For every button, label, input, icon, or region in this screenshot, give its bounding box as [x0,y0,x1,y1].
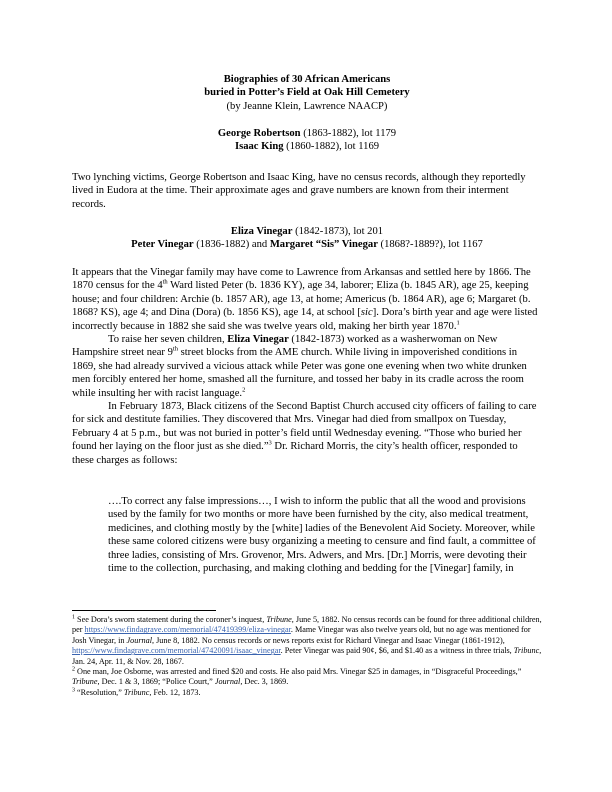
document-title-line1: Biographies of 30 African Americans [223,74,391,85]
findagrave-link-isaac[interactable]: https://www.findagrave.com/memorial/47420091/isaac_vinegar [72,646,281,656]
footnote-1: $^1$ See Dora’s sworn statement during the coroner’s inquest, Tribune, June 5, 1882. No census records can be found for three additional children, per https://www.findagrave.com/memorial/47419399/eliza-vinegar. Mame Vinegar was also twelve years old, but no age was mentioned for Josh Vinegar, in Journal, June 8, 1882. No census records or news reports exist for Richard Vinegar and Isaac Vinegar (1861-1912), https://www.findagrave.com/memorial/47420091/isaac_vinegar. Peter Vinegar was paid 90¢, $6, and $1.40 as a witness in three trials, Tribunc, Jan. 24, Apr. 11, & Nov. 28, 1867. [72,614,542,666]
findagrave-link-eliza[interactable]: https://www.findagrave.com/memorial/47419399/eliza-vinegar [84,625,291,635]
footnote-ref-2[interactable]: 2 [242,386,246,394]
document-title-line2: buried in Potter’s Field at Oak Hill Cemetery [204,87,410,99]
footnote-3: $^3$ “Resolution,” Tribunc, Feb. 12, 1873. [72,687,201,697]
document-byline: (by Jeanne Klein, Lawrence NAACP) [226,100,388,112]
footnote-2: $^2$ One man, Joe Osborne, was arrested and fined $20 and costs. He also paid Mrs. Vinegar $25 in damages, in “Disgraceful Proceedings,” Tribune, Dec. 1 & 3, 1869; “Police Court,” Journal, Dec. 3, 1869. [72,666,522,687]
footnote-ref-1[interactable]: 1 [456,319,460,327]
section1-heading-line2: Isaac King (1860-1882), lot 1169 [234,141,380,153]
footnote-ref-3[interactable]: 3 [268,439,272,447]
section1-heading-line1: George Robertson (1863-1882), lot 1179 [217,127,397,139]
section2-heading [72,225,542,252]
paragraph-eliza-vinegar: To raise her seven children, Eliza Vinegar (1842-1873) worked as a washerwoman on New Hampshire street near 9th street blocks from the AME church. While living in impoverished conditions in 1869, she had already survived a vicious attack while Peter was gone one evening when two white drunken men forcibly entered her home, smashed all the furniture, and tossed her baby in its cradle across the room while insulting her with racist language.$^2$ [72,334,527,399]
footnote-divider [72,610,216,611]
section2-heading-line1: Eliza Vinegar (1842-1873), lot 201 [230,226,384,237]
paragraph-vinegar-family: It appears that the Vinegar family may have come to Lawrence from Arkansas and settled here by 1866. The 1870 census for the 4th Ward listed Peter (b. 1836 KY), age 34, laborer; Eliza (b. 1845 AR), age 25, keeping house; and four children: Archie (b. 1857 AR), age 13, at home; Americus (b. 1864 AR), age 6; Margaret (b. 1868? KS), age 4; and Dina (Dora) (b. 1856 KS), age 14, at school [sic]. Dora’s birth year and age were listed incorrectly because in 1882 she said she was twelve years old, making her birth year 1870.$^1$ [72,267,538,332]
section1-paragraph: Two lynching victims, George Robertson and Isaac King, have no census records, although they reportedly lived in Eudora at the time. Their approximate ages and grave numbers are known from their interment records. [72,172,526,210]
title-block [72,73,542,153]
section2-body [72,266,542,467]
paragraph-february-1873: In February 1873, Black citizens of the Second Baptist Church accused city officers of failing to care for sick and destitute families. They discovered that Mrs. Vinegar had died from smallpox on Tuesday, February 4 at 5 p.m., but was not buried in potter’s field until Wednesday evening. “Those who buried her found her laying on the floor just as she died.”$^3$ Dr. Richard Morris, the city’s health officer, responded to these charges as follows: [72,401,537,466]
footnotes [72,615,542,698]
block-quote: ….To correct any false impressions…, I wish to inform the public that all the wood and provisions used by the family for two months or more have been furnished by the city, also medical treatment, medicines, and clothing mostly by the [white] ladies of the Benevolent Aid Society. Moreover, while these same colored citizens were busy organizing a meeting to censure and find fault, a committee of three ladies, consisting of Mrs. Grovenor, Mrs. Adwers, and Mrs. [Dr.] Morris, were devoting their time to the collection, purchasing, and making clothing and bedding for the [Vinegar] family, in [108,496,536,575]
section2-heading-line2: Peter Vinegar (1836-1882) and Margaret “Sis” Vinegar (1868?-1889?), lot 1167 [131,239,483,251]
